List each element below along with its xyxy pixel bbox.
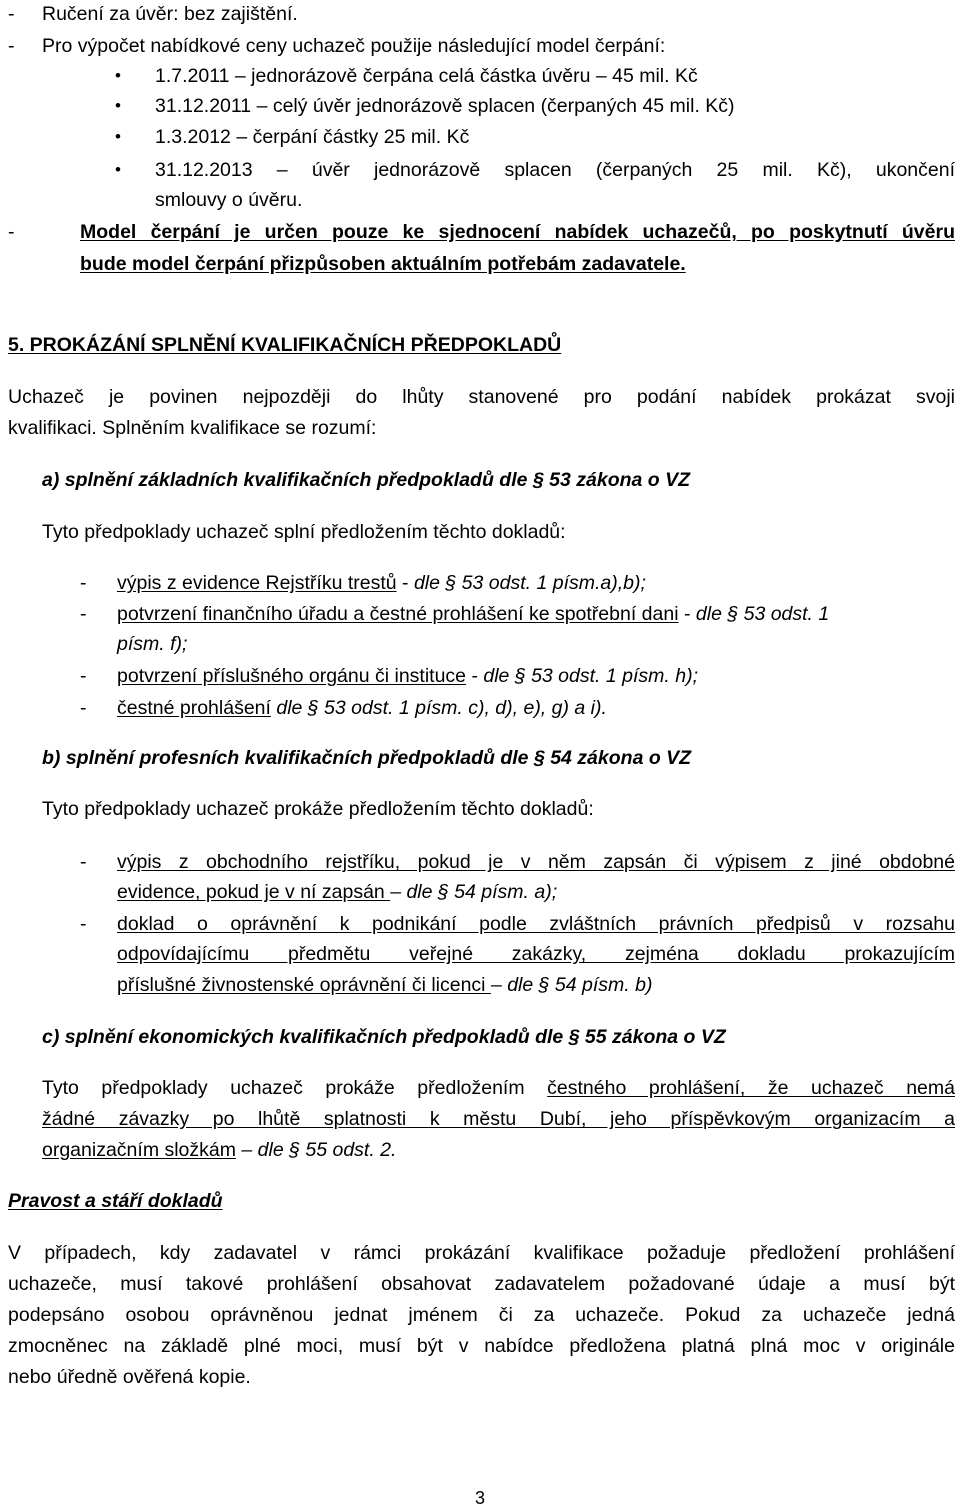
part-a-intro: Tyto předpoklady uchazeč splní předložením těchto dokladů:	[42, 521, 566, 543]
section-5-title: 5. PROKÁZÁNÍ SPLNĚNÍ KVALIFIKAČNÍCH PŘEDPOKLADŮ	[8, 334, 562, 356]
part-c-line2: žádné závazky po lhůtě splatnosti k městu Dubí, jeho příspěvkovým organizacím a	[42, 1108, 955, 1130]
authenticity-line-2: uchazeče, musí takové prohlášení obsahovat zadavatelem požadované údaje a musí být	[8, 1273, 955, 1295]
drawdown-bullet-4: 31.12.2013 – úvěr jednorázově splacen (čerpaných 25 mil. Kč), ukončení	[155, 159, 955, 181]
list-dash: -	[80, 913, 87, 935]
list-dash: -	[80, 665, 87, 687]
part-b-heading: b) splnění profesních kvalifikačních předpokladů dle § 54 zákona o VZ	[42, 747, 692, 769]
list-dash: -	[80, 851, 87, 873]
list-dash: -	[80, 697, 87, 719]
list-dash: -	[80, 572, 87, 594]
part-a-item-1: výpis z evidence Rejstříku trestů - dle § 53 odst. 1 písm.a),b);	[117, 572, 646, 594]
drawdown-bullet-3: 1.3.2012 – čerpání částky 25 mil. Kč	[155, 126, 470, 148]
part-c-line1: Tyto předpoklady uchazeč prokáže předložením čestného prohlášení, že uchazeč nemá	[42, 1077, 955, 1099]
legal-reference: – dle § 54 písm. b)	[490, 974, 653, 996]
list-dash: -	[80, 603, 87, 625]
authenticity-line-4: zmocněnec na základě plné moci, musí být v nabídce předložena platná plná moc v originále	[8, 1335, 955, 1357]
part-b-item-2-line1: doklad o oprávnění k podnikání podle zvláštních právních předpisů v rozsahu	[117, 913, 955, 935]
list-dash: -	[8, 3, 15, 25]
part-b-item-1-line2: evidence, pokud je v ní zapsán – dle § 54 písm. a);	[117, 881, 558, 903]
part-b-item-2-line2: odpovídajícímu předmětu veřejné zakázky, zejména dokladu prokazujícím	[117, 943, 955, 965]
model-note-line1: Model čerpání je určen pouze ke sjednocení nabídek uchazečů, po poskytnutí úvěru	[80, 221, 955, 243]
authenticity-line-1: V případech, kdy zadavatel v rámci prokázání kvalifikace požaduje předložení prohlášení	[8, 1242, 955, 1264]
part-a-item-2: potvrzení finančního úřadu a čestné prohlášení ke spotřební dani - dle § 53 odst. 1	[117, 603, 830, 625]
part-c-line3: organizačním složkám – dle § 55 odst. 2.	[42, 1139, 397, 1161]
part-b-item-2-line3: příslušné živnostenské oprávnění či licenci – dle § 54 písm. b)	[117, 974, 653, 996]
model-note-line2: bude model čerpání přizpůsoben aktuálním potřebám zadavatele.	[80, 253, 686, 275]
legal-reference: dle § 53 odst. 1	[695, 603, 830, 625]
part-a-item-4	[117, 696, 607, 720]
authenticity-line-5: nebo úředně ověřená kopie.	[8, 1366, 251, 1388]
drawdown-model-intro: Pro výpočet nabídkové ceny uchazeč použije následující model čerpání:	[42, 35, 666, 57]
drawdown-bullet-4-cont: smlouvy o úvěru.	[155, 189, 303, 211]
legal-reference: dle § 53 odst. 1 písm.a),b);	[413, 572, 646, 594]
credit-guarantee-line: Ručení za úvěr: bez zajištění.	[42, 3, 298, 25]
legal-reference: – dle § 54 písm. a);	[390, 881, 558, 903]
part-c-heading: c) splnění ekonomických kvalifikačních předpokladů dle § 55 zákona o VZ	[42, 1026, 726, 1048]
section-5-para-line2: kvalifikaci. Splněním kvalifikace se rozumí:	[8, 417, 377, 439]
authenticity-line-3: podepsáno osobou oprávněnou jednat jménem či za uchazeče. Pokud za uchazeče jedná	[8, 1304, 955, 1326]
part-b-intro: Tyto předpoklady uchazeč prokáže předložením těchto dokladů:	[42, 798, 594, 820]
drawdown-bullet-2: 31.12.2011 – celý úvěr jednorázově splacen (čerpaných 45 mil. Kč)	[155, 95, 735, 117]
document-name: čestné prohlášení	[117, 697, 271, 719]
legal-reference: dle § 53 odst. 1 písm. h);	[483, 665, 698, 687]
page-number: 3	[474, 1488, 485, 1508]
part-a-item-3: potvrzení příslušného orgánu či instituce - dle § 53 odst. 1 písm. h);	[117, 665, 698, 687]
authenticity-heading: Pravost a stáří dokladů	[8, 1190, 223, 1212]
part-a-item-2-cont: písm. f);	[117, 633, 188, 655]
part-a-heading: a) splnění základních kvalifikačních předpokladů dle § 53 zákona o VZ	[42, 469, 691, 491]
list-dash: -	[8, 221, 15, 243]
document-name: potvrzení příslušného orgánu či instituce	[117, 665, 467, 687]
legal-reference: – dle § 55 odst. 2.	[236, 1139, 397, 1161]
part-b-item-1-line1: výpis z obchodního rejstříku, pokud je v něm zapsán či výpisem z jiné obdobné	[117, 851, 955, 873]
list-dash: -	[8, 35, 15, 57]
document-name: výpis z evidence Rejstříku trestů	[117, 572, 397, 594]
legal-reference: dle § 53 odst. 1 písm. c), d), e), g) a i).	[276, 697, 607, 719]
drawdown-bullet-1: 1.7.2011 – jednorázově čerpána celá částka úvěru – 45 mil. Kč	[155, 65, 698, 87]
document-name: potvrzení finančního úřadu a čestné prohlášení ke spotřební dani	[117, 603, 679, 625]
section-5-para-line1: Uchazeč je povinen nejpozději do lhůty stanovené pro podání nabídek prokázat svoji	[8, 386, 955, 408]
